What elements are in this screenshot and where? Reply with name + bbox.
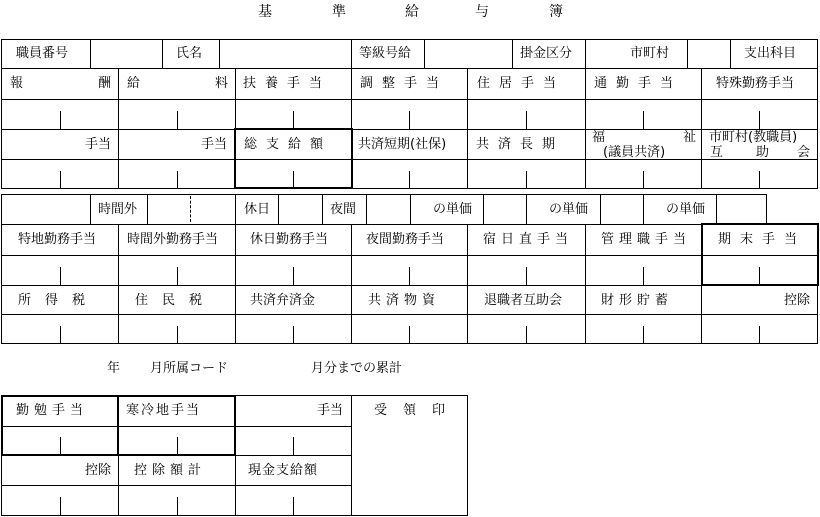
mutual-aid-short-term-label: 共済短期(社保) [358, 137, 447, 152]
staff-number-label: 職員番号 [16, 46, 69, 61]
unit-price-label: の単価 [549, 202, 589, 217]
allowance-label-2: 手当 [201, 137, 228, 152]
municipality-label: 市町村 [630, 46, 670, 61]
overtime-allowance-label: 時間外勤務手当 [127, 232, 219, 247]
welfare-label-c: (議員共済) [603, 145, 666, 160]
term-end-allowance-label: 期末手当 [718, 232, 807, 247]
mutual-aid-goods-label: 共済物資 [368, 293, 441, 308]
deduction-label-2: 控除 [85, 463, 112, 478]
remote-area-allowance-label: 特地勤務手当 [18, 232, 97, 247]
retiree-mutual-aid-label: 退職者互助会 [484, 293, 563, 308]
deduction-label: 控除 [784, 293, 811, 308]
year-label: 年 [107, 361, 121, 376]
night-duty-allowance-label: 宿日直手当 [483, 232, 574, 247]
title-char: 給 [405, 4, 419, 20]
cold-region-allowance-label: 寒冷地手当 [126, 403, 202, 418]
expenditure-item-label: 支出科目 [744, 46, 797, 61]
mutual-aid-assoc-char-1: 互 [710, 145, 724, 160]
dependent-allowance-label: 扶養手当 [243, 76, 332, 91]
mutual-aid-repayment-label: 共済弁済金 [250, 293, 316, 308]
diligence-allowance-label: 勤勉手当 [16, 403, 89, 418]
allowance-label-1: 手当 [85, 137, 112, 152]
receipt-stamp-label: 受領印 [374, 403, 462, 418]
night-label: 夜間 [330, 202, 357, 217]
welfare-label-a: 福 [592, 130, 606, 145]
grade-label: 等級号給 [359, 46, 412, 61]
mutual-aid-long-term-label: 共済長期 [476, 137, 565, 152]
housing-allowance-label: 住居手当 [477, 76, 566, 91]
holiday-label: 休日 [244, 202, 271, 217]
unit-price-label: の単価 [433, 202, 473, 217]
name-label: 氏名 [176, 46, 203, 61]
night-work-allowance-label: 夜間勤務手当 [366, 232, 445, 247]
remuneration-label-b: 酬 [98, 76, 112, 91]
salary-label-b: 料 [215, 76, 229, 91]
title-char: 準 [332, 4, 346, 20]
deduction-total-label: 控除額計 [134, 463, 207, 478]
mutual-aid-assoc-label: 市町村(教職員) [709, 130, 798, 145]
income-tax-label: 所得税 [18, 293, 100, 308]
remuneration-label-a: 報 [10, 76, 24, 91]
manager-allowance-label: 管理職手当 [601, 232, 692, 247]
unit-price-label: の単価 [666, 202, 706, 217]
salary-label-a: 給 [127, 76, 141, 91]
mutual-aid-assoc-char-3: 会 [797, 145, 811, 160]
commuting-allowance-label: 通勤手当 [594, 76, 683, 91]
welfare-label-b: 祉 [683, 130, 697, 145]
department-code-label: 月所属コード [150, 361, 229, 376]
adjustment-allowance-label: 調整手当 [360, 76, 449, 91]
asset-savings-label: 財形貯蓄 [601, 293, 674, 308]
resident-tax-label: 住民税 [135, 293, 217, 308]
mutual-aid-assoc-char-2: 助 [756, 145, 770, 160]
cash-payment-label: 現金支給額 [248, 463, 319, 478]
special-duty-allowance-label: 特殊勤務手当 [716, 76, 795, 91]
contribution-class-label: 掛金区分 [520, 46, 573, 61]
title-char: 簿 [549, 4, 563, 20]
total-payment-label: 総支給額 [244, 137, 333, 152]
title-char: 与 [475, 4, 489, 20]
overtime-label: 時間外 [98, 202, 138, 217]
title-char: 基 [258, 4, 272, 20]
allowance-label-3: 手当 [317, 403, 344, 418]
holiday-work-allowance-label: 休日勤務手当 [250, 232, 329, 247]
cumulative-label: 月分までの累計 [311, 361, 403, 376]
